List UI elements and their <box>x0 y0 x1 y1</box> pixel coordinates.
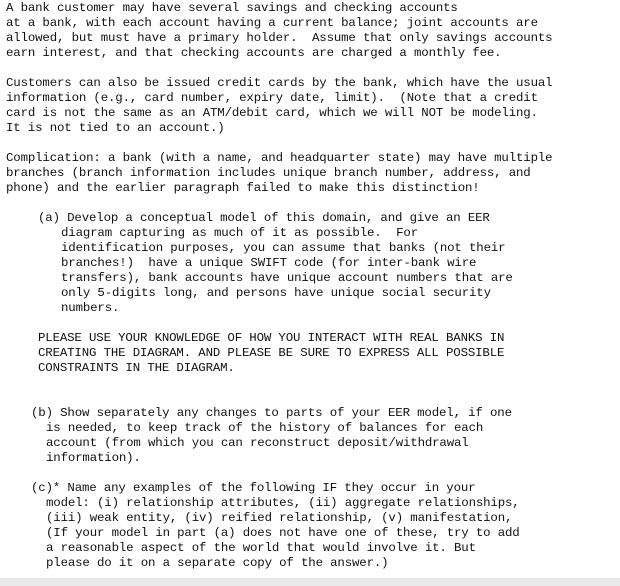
text-line: (iii) weak entity, (iv) reified relationship, (v) manifestation, <box>46 511 513 525</box>
text-line: Customers can also be issued credit cards by the bank, which have the usual <box>6 76 553 90</box>
text-line: identification purposes, you can assume that banks (not their <box>61 241 506 255</box>
text-line: (a) Develop a conceptual model of this domain, and give an EER <box>38 211 490 225</box>
text-line: PLEASE USE YOUR KNOWLEDGE OF HOW YOU INTERACT WITH REAL BANKS IN <box>38 331 505 345</box>
text-line: phone) and the earlier paragraph failed to make this distinction! <box>6 181 480 195</box>
text-line: CONSTRAINTS IN THE DIAGRAM. <box>38 361 235 375</box>
text-line: (c)* Name any examples of the following IF they occur in your <box>31 481 476 495</box>
text-line: allowed, but must have a primary holder. Assume that only savings accounts <box>6 31 553 45</box>
text-line: at a bank, with each account having a current balance; joint accounts are <box>6 16 538 30</box>
text-line: is needed, to keep track of the history of balances for each <box>46 421 484 435</box>
text-line: Complication: a bank (with a name, and headquarter state) may have multiple <box>6 151 553 165</box>
text-line: model: (i) relationship attributes, (ii) aggregate relationships, <box>46 496 520 510</box>
text-line: transfers), bank accounts have unique account numbers that are <box>61 271 513 285</box>
text-line: a reasonable aspect of the world that would involve it. But <box>46 541 476 555</box>
text-line: (b) Show separately any changes to parts of your EER model, if one <box>31 406 512 420</box>
text-line: information). <box>46 451 141 465</box>
text-line: only 5-digits long, and persons have unique social security <box>61 286 491 300</box>
bottom-edge <box>0 578 620 586</box>
text-line: numbers. <box>61 301 120 315</box>
text-line: It is not tied to an account.) <box>6 121 225 135</box>
text-line: (If your model in part (a) does not have one of these, try to add <box>46 526 520 540</box>
text-line: branches (branch information includes unique branch number, address, and <box>6 166 531 180</box>
text-line: diagram capturing as much of it as possible. For <box>61 226 418 240</box>
text-line: card is not the same as an ATM/debit card, which we will NOT be modeling. <box>6 106 538 120</box>
text-line: branches!) have a unique SWIFT code (for inter-bank wire <box>61 256 477 270</box>
text-line: information (e.g., card number, expiry date, limit). (Note that a credit <box>6 91 538 105</box>
text-line: A bank customer may have several savings and checking accounts <box>6 1 458 15</box>
text-line: earn interest, and that checking accounts are charged a monthly fee. <box>6 46 502 60</box>
text-line: please do it on a separate copy of the answer.) <box>46 556 389 570</box>
text-line: CREATING THE DIAGRAM. AND PLEASE BE SURE TO EXPRESS ALL POSSIBLE <box>38 346 505 360</box>
text-line: account (from which you can reconstruct deposit/withdrawal <box>46 436 469 450</box>
